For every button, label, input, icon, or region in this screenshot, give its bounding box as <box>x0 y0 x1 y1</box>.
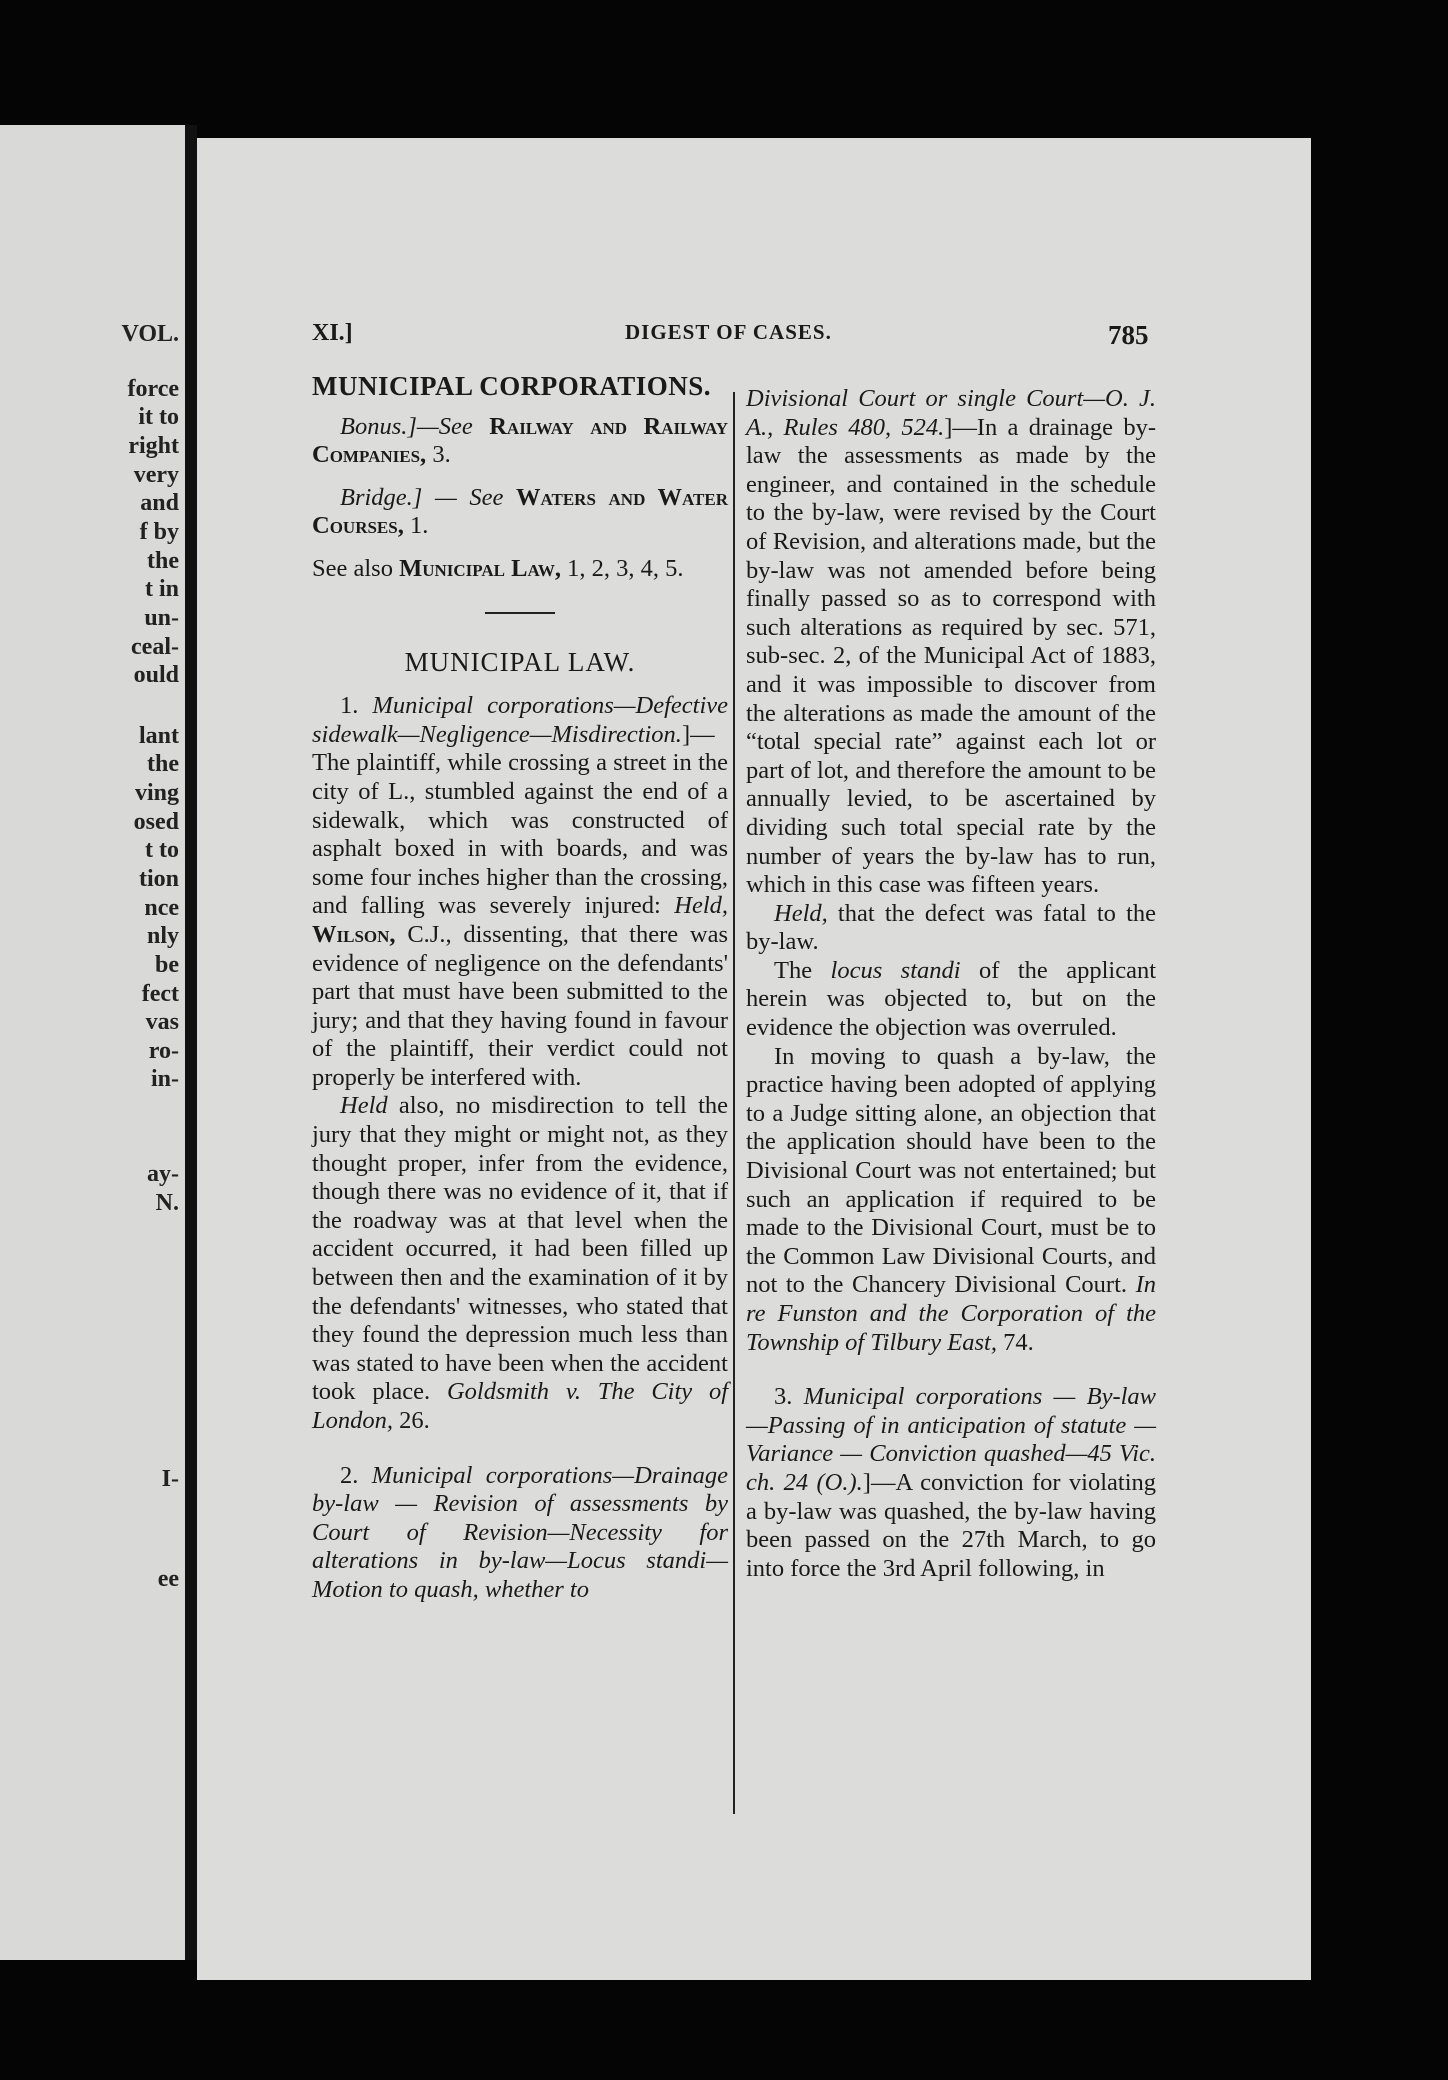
case-2-body-c2: of the applicant herein was objected to, but on the evidence the objection was overruled. <box>746 956 1157 1042</box>
case-1-body-b: C.J., dissenting, that there was evidence of negligence on the defendants' part that must have been submitted to the jury; and that they having found in favour of the plaintiff, their verdict could not properly be interfered with. <box>312 920 728 1091</box>
header-title: DIGEST OF CASES. <box>625 320 832 344</box>
bonus-lead: Bonus.]—See <box>340 412 473 440</box>
case-1-citation: Goldsmith v. The City of London, <box>312 1378 728 1434</box>
book-spine <box>185 125 197 1960</box>
case-2-title-cont: Divisional Court or single Court—O. J. A., Rules 480, 524. <box>746 385 1156 441</box>
case-2-locus: locus standi <box>830 956 961 984</box>
section-rule <box>485 612 555 614</box>
bonus-num: 3. <box>432 441 451 469</box>
case-1-body-c: also, no misdirection to tell the jury that they might or might not, as they thought proper, infer from the evidence, though there was no evidence of it, that if the roadway was at that level when the accident occurred, it had been filled up between then and the examination of it by the defendants' witnesses, who stated that they found the depression much less than was stated to have been when the accident took place. <box>312 1092 729 1406</box>
facing-page-fragment: very <box>133 462 179 488</box>
facing-page <box>0 125 185 1960</box>
facing-page-fragment: be <box>155 952 179 978</box>
column-divider <box>733 392 735 1814</box>
case-1-held: Held, <box>674 892 728 920</box>
case-1-cont <box>312 1092 728 1435</box>
facing-page-fragment: ro- <box>148 1038 179 1064</box>
facing-page-fragment: right <box>128 433 179 459</box>
right-column <box>746 385 1156 1583</box>
case-2-body-d: In moving to quash a by-law, the practice having been adopted of applying to a Judge sitting alone, an objection that the application should have been to the Divisional Court was not entertained; but such an application if required to be made to the Divisional Court, must be to the Common Law Divisional Courts, and not to the Chancery Divisional Court. <box>746 1042 1156 1299</box>
case-2-title: Municipal corporations—Drainage by-law — Revision of assessments by Court of Revision—Necessity for alterations in by-law—Locus standi—Motion to quash, whether to <box>312 1461 728 1603</box>
facing-page-fragment: force <box>127 376 179 402</box>
facing-page-fragment: vas <box>145 1009 179 1035</box>
case-2-body-a: ]—In a drainage by-law the assessments as made by the engineer, and contained in the schedule to the by-law, were revised by the Court of Revision, and alterations made, but the by-law was not amended before being finally passed so as to correspond with such alterations as required by sec. 571, sub-sec. 2, of the Municipal Act of 1883, and it was impossible to discover from the alterations as made the amount of the “total special rate” against each lot or part of lot, and therefore the amount to be annually levied, to be ascertained by dividing such total special rate by the number of years the by-law has to run, which in this case was fifteen years. <box>746 413 1156 899</box>
facing-page-fragment: the <box>147 548 179 574</box>
case-2-locus <box>746 957 1156 1043</box>
case-1-body-a: ]—The plaintiff, while crossing a street in the city of L., stumbled against the end of a sidewalk, which was constructed of asphalt boxed in with boards, and was some four inches higher than the crossing, and falling was severely injured: <box>312 720 728 920</box>
facing-page-fragment: ay- <box>147 1161 179 1187</box>
facing-page-fragment: ceal- <box>131 634 179 660</box>
facing-page-fragment: fect <box>141 981 179 1007</box>
facing-page-fragment: osed <box>133 809 179 835</box>
facing-page-fragment: f by <box>139 519 179 545</box>
facing-page-fragment: t in <box>144 576 179 602</box>
facing-page-fragment: I- <box>161 1466 179 1492</box>
facing-page-fragment: ee <box>157 1566 179 1592</box>
case-1-title: Municipal corporations—Defective sidewalk—Negligence—Misdirection. <box>312 692 728 748</box>
see-also-nums: 1, 2, 3, 4, 5. <box>567 554 684 582</box>
header-volume: XI.] <box>312 320 353 346</box>
case-1-judge: Wilson, <box>312 920 396 948</box>
heading-municipal-corporations: MUNICIPAL CORPORATIONS. <box>312 371 712 401</box>
case-2-citation: In re Funston and the Corporation of the Township of Tilbury East, <box>746 1271 1157 1356</box>
case-2-body-b: that the defect was fatal to the by-law. <box>746 899 1157 956</box>
case-2-cont <box>746 385 1156 900</box>
facing-page-fragment: in- <box>150 1066 179 1092</box>
case-3-body: ]—A conviction for violating a by-law was quashed, the by-law having been passed on the 27th March, to go into force the 3rd April following, in <box>746 1468 1157 1582</box>
case-2-held-label: Held, <box>774 899 828 927</box>
bridge-num: 1. <box>409 512 429 540</box>
case-2 <box>312 1462 728 1605</box>
left-column <box>312 372 728 1605</box>
facing-page-fragment: VOL. <box>121 321 179 347</box>
case-3-title: Municipal corporations — By-law—Passing of in anticipation of statute — Variance — Conviction quashed—45 Vic. ch. 24 (O.). <box>746 1383 1157 1496</box>
bridge-lead: Bridge.] — See <box>340 483 504 511</box>
facing-page-fragment: un- <box>144 605 179 631</box>
see-also-lead: See also <box>312 554 393 582</box>
facing-page-fragment: N. <box>155 1190 179 1216</box>
case-1-held-2: Held <box>340 1092 388 1120</box>
facing-page-fragment: the <box>147 751 179 777</box>
case-2-number: 2. <box>340 1461 359 1489</box>
case-2-page: 74. <box>1003 1328 1034 1356</box>
case-1-page: 26. <box>399 1407 430 1434</box>
see-also-ref: Municipal Law, <box>399 554 562 582</box>
facing-page-fragment: it to <box>138 404 179 430</box>
case-2-held <box>746 900 1156 957</box>
entry-bridge <box>312 484 728 541</box>
facing-page-fragment: nly <box>146 923 179 949</box>
bonus-ref: Railway and Railway Companies, <box>312 412 729 469</box>
case-3 <box>746 1383 1156 1583</box>
case-1 <box>312 692 728 1092</box>
facing-page-fragment: and <box>140 490 179 516</box>
facing-page-fragment: lant <box>138 723 179 749</box>
facing-page-fragment: t to <box>145 837 179 863</box>
facing-page-fragment: ould <box>133 662 179 688</box>
heading-municipal-law: MUNICIPAL LAW. <box>404 646 636 677</box>
facing-page-fragment: ving <box>134 780 179 806</box>
bridge-ref: Waters and Water Courses, <box>312 483 728 540</box>
facing-page-fragment: nce <box>144 895 179 921</box>
case-3-number: 3. <box>774 1383 793 1411</box>
case-1-number: 1. <box>340 692 359 720</box>
case-2-body-c1: The <box>774 956 813 984</box>
header-page-number: 785 <box>1108 320 1149 350</box>
facing-page-fragment: tion <box>138 866 179 892</box>
entry-see-also <box>312 555 728 584</box>
case-2-practice <box>746 1043 1156 1358</box>
entry-bonus <box>312 413 728 470</box>
